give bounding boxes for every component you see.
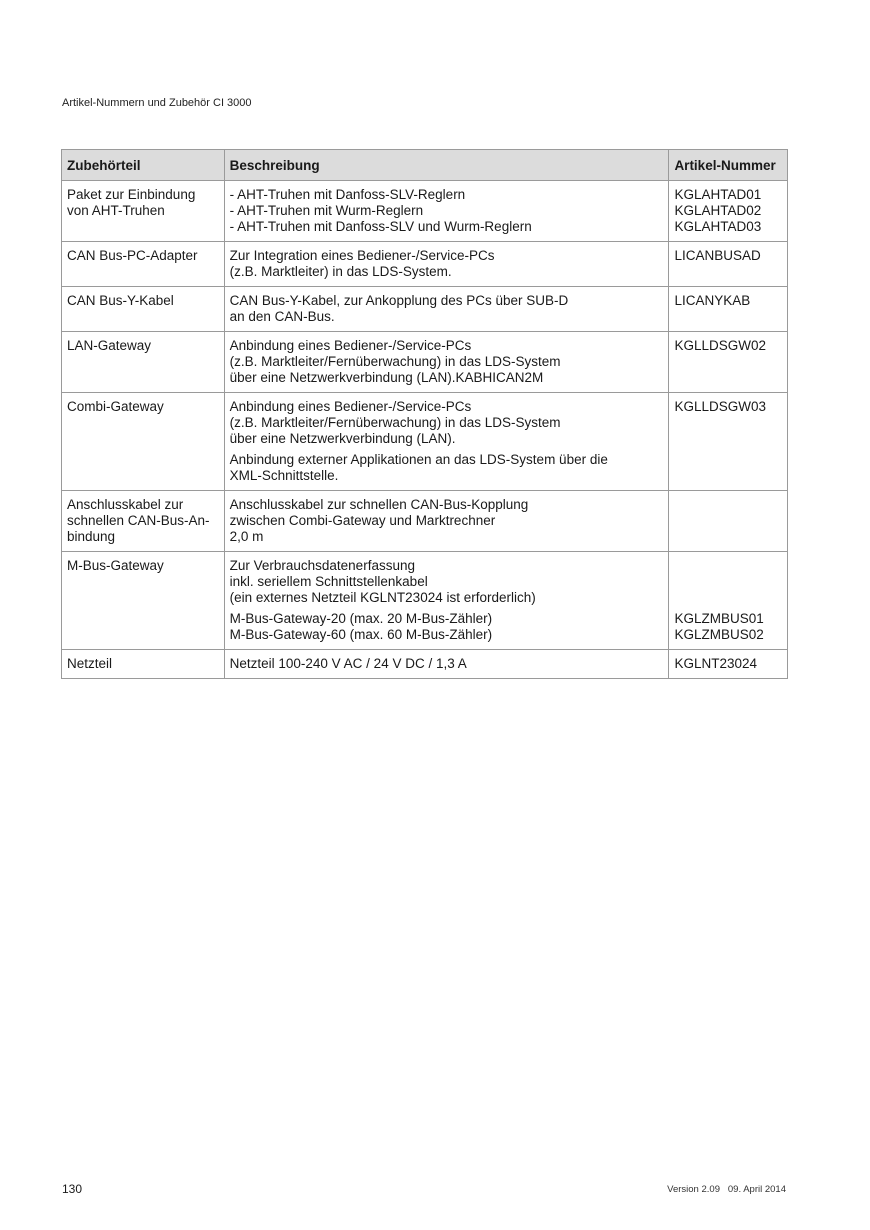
part-name-line: Netzteil bbox=[67, 656, 113, 671]
article-number-cell bbox=[669, 393, 788, 491]
description-cell bbox=[224, 393, 669, 491]
description-cell bbox=[224, 332, 669, 393]
article-number-cell bbox=[669, 181, 788, 242]
description-line: CAN Bus-Y-Kabel, zur Ankopplung des PCs über SUB-D bbox=[229, 293, 569, 308]
article-number: KGLAHTAD03 bbox=[674, 219, 762, 234]
table-row bbox=[62, 650, 788, 679]
table-row bbox=[62, 181, 788, 242]
column-header-description: Beschreibung bbox=[224, 150, 669, 181]
article-number: KGLAHTAD02 bbox=[674, 203, 762, 218]
description-line: Anschlusskabel zur schnellen CAN-Bus-Kopplung bbox=[229, 497, 529, 512]
article-number-cell bbox=[669, 287, 788, 332]
description-line: (z.B. Marktleiter/Fernüberwachung) in das LDS-System bbox=[229, 415, 561, 430]
page-number: 130 bbox=[62, 1182, 83, 1196]
part-name-line: CAN Bus-Y-Kabel bbox=[67, 293, 174, 308]
description-line: M-Bus-Gateway-20 (max. 20 M-Bus-Zähler) bbox=[229, 611, 493, 626]
description-line: XML-Schnittstelle. bbox=[229, 468, 339, 483]
description-line: - AHT-Truhen mit Danfoss-SLV-Reglern bbox=[229, 187, 466, 202]
table-row bbox=[62, 491, 788, 552]
part-cell bbox=[62, 650, 225, 679]
description-line: Zur Verbrauchsdatenerfassung bbox=[229, 558, 415, 573]
column-header-article-number: Artikel-Nummer bbox=[669, 150, 788, 181]
part-name-line: Combi-Gateway bbox=[67, 399, 164, 414]
table-row bbox=[62, 287, 788, 332]
part-name-line: M-Bus-Gateway bbox=[67, 558, 164, 573]
description-paragraph bbox=[230, 187, 664, 235]
article-number-cell bbox=[669, 491, 788, 552]
article-number-spacer bbox=[674, 558, 782, 611]
table-row bbox=[62, 393, 788, 491]
article-number: LICANYKAB bbox=[674, 293, 751, 308]
description-line: Anbindung externer Applikationen an das LDS-System über die bbox=[229, 452, 608, 467]
part-name-line: schnellen CAN-Bus-An- bbox=[67, 513, 210, 528]
description-paragraph bbox=[230, 611, 664, 643]
table-row bbox=[62, 242, 788, 287]
description-paragraph bbox=[230, 293, 664, 325]
description-line: zwischen Combi-Gateway und Marktrechner bbox=[229, 513, 496, 528]
article-number: LICANBUSAD bbox=[674, 248, 761, 263]
table-row bbox=[62, 332, 788, 393]
description-line: M-Bus-Gateway-60 (max. 60 M-Bus-Zähler) bbox=[229, 627, 493, 642]
table-body bbox=[62, 181, 788, 679]
accessories-table bbox=[61, 149, 788, 679]
part-cell bbox=[62, 552, 225, 650]
article-number-cell bbox=[669, 552, 788, 650]
description-line: (z.B. Marktleiter) in das LDS-System. bbox=[229, 264, 452, 279]
article-number: KGLZMBUS02 bbox=[674, 627, 764, 642]
description-line: (z.B. Marktleiter/Fernüberwachung) in das LDS-System bbox=[229, 354, 561, 369]
description-line: Zur Integration eines Bediener-/Service-PCs bbox=[229, 248, 495, 263]
description-line: - AHT-Truhen mit Wurm-Reglern bbox=[229, 203, 424, 218]
description-paragraph bbox=[230, 452, 664, 484]
description-paragraph bbox=[230, 656, 664, 672]
article-number-cell bbox=[669, 332, 788, 393]
part-cell bbox=[62, 181, 225, 242]
part-name-line: bindung bbox=[67, 529, 116, 544]
part-cell bbox=[62, 242, 225, 287]
description-line: Anbindung eines Bediener-/Service-PCs bbox=[229, 338, 472, 353]
article-number: KGLLDSGW02 bbox=[674, 338, 766, 353]
description-line: über eine Netzwerkverbindung (LAN).KABHICAN2M bbox=[229, 370, 544, 385]
part-name-line: LAN-Gateway bbox=[67, 338, 152, 353]
article-number-cell bbox=[669, 242, 788, 287]
description-cell bbox=[224, 552, 669, 650]
description-paragraph bbox=[230, 497, 664, 545]
column-header-part: Zubehörteil bbox=[62, 150, 225, 181]
part-name-line: von AHT-Truhen bbox=[67, 203, 165, 218]
article-number: KGLZMBUS01 bbox=[674, 611, 764, 626]
description-cell bbox=[224, 491, 669, 552]
description-line: über eine Netzwerkverbindung (LAN). bbox=[229, 431, 456, 446]
part-name-line: Paket zur Einbindung bbox=[67, 187, 196, 202]
table-header-row bbox=[62, 150, 788, 181]
description-paragraph bbox=[230, 338, 664, 386]
description-paragraph bbox=[230, 399, 664, 447]
version-info: Version 2.09 09. April 2014 bbox=[667, 1184, 786, 1195]
page-header-title: Artikel-Nummern und Zubehör CI 3000 bbox=[62, 97, 252, 109]
part-cell bbox=[62, 393, 225, 491]
part-cell bbox=[62, 332, 225, 393]
description-line: inkl. seriellem Schnittstellenkabel bbox=[229, 574, 428, 589]
description-paragraph bbox=[230, 248, 664, 280]
article-number: KGLNT23024 bbox=[674, 656, 757, 671]
description-paragraph bbox=[230, 558, 664, 606]
part-name-line: CAN Bus-PC-Adapter bbox=[67, 248, 198, 263]
description-line: (ein externes Netzteil KGLNT23024 ist erforderlich) bbox=[229, 590, 536, 605]
description-line: Anbindung eines Bediener-/Service-PCs bbox=[229, 399, 472, 414]
article-number: KGLLDSGW03 bbox=[674, 399, 766, 414]
part-cell bbox=[62, 287, 225, 332]
description-cell bbox=[224, 181, 669, 242]
part-name-line: Anschlusskabel zur bbox=[67, 497, 184, 512]
description-cell bbox=[224, 650, 669, 679]
article-number: KGLAHTAD01 bbox=[674, 187, 762, 202]
description-line: an den CAN-Bus. bbox=[229, 309, 335, 324]
article-number-cell bbox=[669, 650, 788, 679]
description-line: 2,0 m bbox=[229, 529, 264, 544]
description-line: Netzteil 100-240 V AC / 24 V DC / 1,3 A bbox=[229, 656, 467, 671]
part-cell bbox=[62, 491, 225, 552]
table-row bbox=[62, 552, 788, 650]
description-line: - AHT-Truhen mit Danfoss-SLV und Wurm-Reglern bbox=[229, 219, 532, 234]
description-cell bbox=[224, 242, 669, 287]
description-cell bbox=[224, 287, 669, 332]
